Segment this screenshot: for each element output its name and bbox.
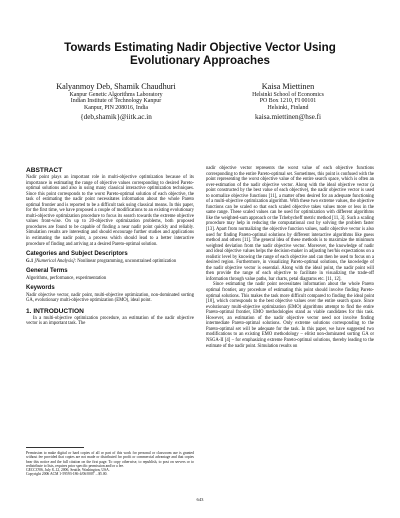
general-terms-text: Algorithms, performance, experimentation: [26, 275, 107, 281]
author-2-name: Kaisa Miettinen: [261, 82, 315, 91]
author-1: [28, 82, 204, 121]
author-1-email: {deb,shamik}@iitk.ac.in: [80, 112, 152, 121]
footnote-text: Permission to make digital or hard copies of all or part of this work for personal or classroom use is granted without fee provided that copies are not made or distributed for profit or commercial advantage and that copies bear this notice and the full citation on the first page. To copy otherwise, to republish, to post on servers or to redistribute to lists, requires prior specific permission and/or a fee.: [26, 451, 194, 468]
author-block: [28, 82, 372, 121]
page-number: 643: [196, 497, 204, 502]
footnote-copyright: Copyright 2006 ACM 1-59593-186-4/06/0007 ...$5.00.: [26, 472, 108, 477]
keywords-heading: Keywords: [26, 285, 55, 292]
author-1-affil-3: Kanpur, PIN 208016, India: [83, 104, 149, 111]
author-2-affil-3: Helsinki, Finland: [267, 104, 309, 111]
footnote-conference: GECCO'06, July 8–12, 2006, Seattle, Washington, USA.: [26, 468, 110, 473]
categories-heading: Categories and Subject Descriptors: [26, 251, 128, 258]
author-1-name: Kalyanmoy Deb, Shamik Chaudhuri: [56, 82, 176, 91]
categories-code: G.1: [26, 258, 34, 264]
author-2: [204, 82, 372, 121]
abstract-heading: ABSTRACT: [26, 167, 63, 174]
author-2-affil-2: PO Box 1210, FI 00101: [259, 98, 317, 105]
author-1-affil-2: Indian Institute of Technology Kanpur: [70, 98, 162, 105]
right-paragraph-1: nadir objective vector represents the worst value of each objective functions corresponding to the entire Pareto-optimal set. Sometimes, this point is confused with the point representing the worst objective value of the entire search space, which is often an over-estimation of the nadir objective vector. Along with the ideal objective vector (a point constructed by the best value of each objective), the nadir objective vector is used to normalize objective functions [11], a matter often desired for an adequate functioning of a multi-objective optimization algorithm. With these two extreme values, the objective functions can be scaled so that each scaled objective takes values more or less in the same range. These scaled values can be used for optimization with different algorithms like the weighted-sum approach or the Tchebycheff metric method [11, 3]. Such a scaling procedure may help in reducing the computational cost by solving the problem faster [13]. Apart from normalizing the objective function values, nadir objective vector is also used for finding Pareto-optimal solutions by different interactive algorithms like guess method and others [11]. The general idea of these methods is to maximize the minimum weighted deviation from the nadir objective vector. Moreover, the knowledge of nadir and ideal objective values helps the decision-maker in adjusting her/his expectations on a realistic level by knowing the range of each objective and can then be used to focus on a desired region. Furthermore, in visualizing Pareto-optimal solutions, the knowledge of the nadir objective vector is essential. Along with the ideal point, the nadir point will then provide the range of each objective to facilitate in visualizing the trade-off information through value paths, bar charts, petal diagrams etc. [11, 12].: [206, 166, 374, 282]
intro-heading: 1. INTRODUCTION: [26, 307, 84, 315]
right-column: [206, 166, 374, 349]
paper-title: Towards Estimating Nadir Objective Vector Using Evolutionary Approaches: [64, 41, 336, 67]
categories-desc: : Nonlinear programming, unconstrained optimization: [74, 258, 177, 264]
categories-text: [26, 259, 194, 265]
footnote-rule: [26, 447, 84, 448]
right-paragraph-2: Since estimating the nadir point necessitates information about the whole Pareto optimal frontier, any procedure of estimating this point should involve finding Pareto-optimal solutions. This makes the task more difficult compared to finding the ideal point [10], which corresponds to the best objective values over the entire search space. Since evolutionary multi-objective optimization (EMO) algorithms attempt to find the entire Pareto-optimal frontier, EMO methodologies stand as viable candidates for this task. However, an estimation of the nadir objective vector need not involve finding intermediate Pareto-optimal solutions. Only extreme solutions corresponding to the Pareto-optimal set will be adequate for the task. In this paper, we have suggested two modifications to an existing EMO methodology – elitist non-dominated sorting GA or NSGA-II [4] – for emphasizing extreme Pareto-optimal solutions, thereby leading to the estimate of the nadir point. Simulation results on: [206, 282, 374, 349]
intro-text: In a multi-objective optimization procedure, an estimation of the nadir objective vector is an important task. The: [26, 315, 194, 327]
author-2-affil-1: Helsinki School of Economics: [252, 91, 324, 98]
author-2-email: kaisa.miettinen@hse.fi: [254, 112, 322, 121]
left-column: [26, 167, 194, 327]
permission-footnote: [26, 451, 194, 477]
categories-area: [Numerical Analysis]: [34, 258, 75, 264]
general-terms-heading: General Terms: [26, 268, 68, 275]
author-1-affil-1: Kanpur Genetic Algorithms Laboratory: [69, 91, 163, 98]
keywords-text: Nadir objective vector, nadir point, multi-objective optimization, non-dominated sorting GA, evolutionary multi-objective optimization (EMO), ideal point.: [26, 292, 194, 304]
abstract-text: Nadir point plays an important role in multi-objective optimization because of its importance in estimating the range of objective values corresponding to desired Pareto-optimal solutions and also in using many classical interactive optimization techniques. Since this point corresponds to the worst Pareto-optimal solution of each objective, the task of estimating the nadir point necessitates information about the whole Pareto optimal frontier and is reported to be a difficult task using classical means. In this paper, for the first time, we have proposed a couple of modifications to an existing evolutionary multi-objective optimization procedure to focus its search towards the extreme objective values front-wise. On up to 20-objective optimization problems, both proposed procedures are found to be capable of finding a near nadir point quickly and reliably. Simulation results are interesting and should encourage further studies and applications in estimating the nadir point, a process which should lead to a better interactive procedure of finding and arriving at a desired Pareto-optimal solution.: [26, 175, 194, 247]
